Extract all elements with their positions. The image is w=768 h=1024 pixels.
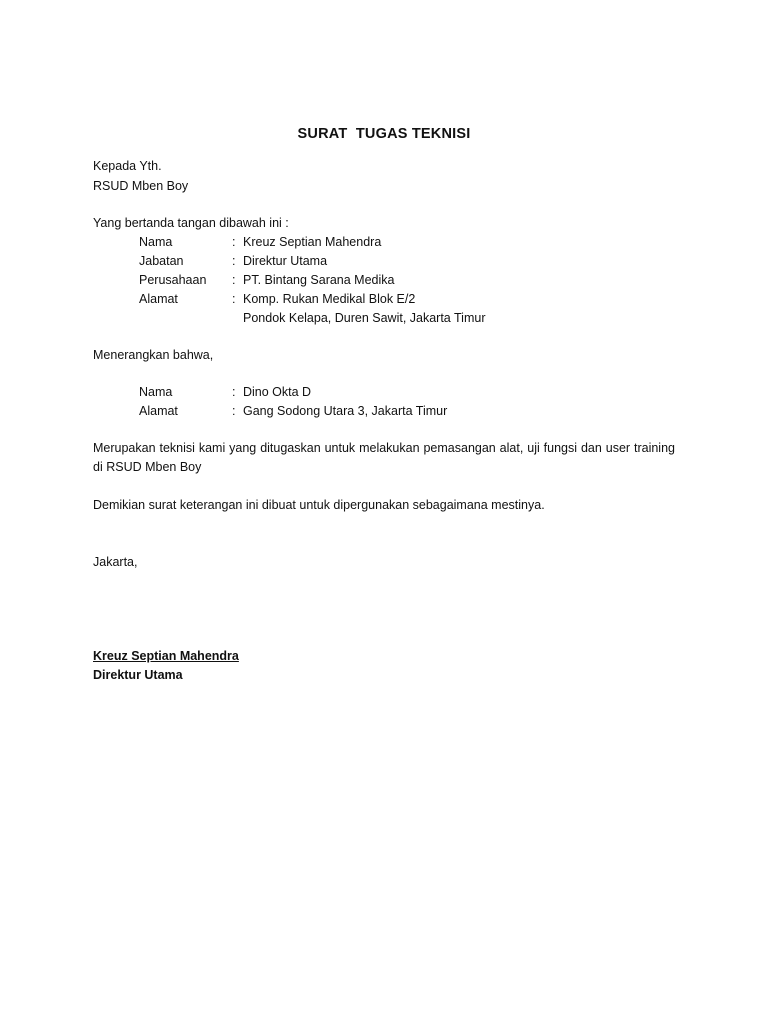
letter-title: SURAT TUGAS TEKNISI [297,126,471,142]
closing-text: Demikian surat keterangan ini dibuat untuk dipergunakan sebagaimana mestinya. [93,498,545,512]
menerangkan-text: Menerangkan bahwa, [93,348,214,362]
field-value: Gang Sodong Utara 3, Jakarta Timur [243,404,448,418]
field-label: Alamat [139,404,178,418]
field-colon: : [232,254,236,268]
field-colon: : [232,292,236,306]
field-label: Nama [139,235,173,249]
signer-title: Direktur Utama [93,668,183,682]
field-value: PT. Bintang Sarana Medika [243,273,395,287]
field-colon: : [232,235,236,249]
field-colon: : [232,273,236,287]
field-value: Dino Okta D [243,385,312,399]
field-value: Kreuz Septian Mahendra [243,235,382,249]
place-text: Jakarta, [93,555,138,569]
signer-name: Kreuz Septian Mahendra [93,649,239,663]
field-label: Alamat [139,292,178,306]
signatory-alamat-line2: Pondok Kelapa, Duren Sawit, Jakarta Timur [243,311,486,325]
field-colon: : [232,385,236,399]
field-label: Nama [139,385,173,399]
field-label: Jabatan [139,254,184,268]
intro-text: Yang bertanda tangan dibawah ini : [93,216,289,230]
field-colon: : [232,404,236,418]
field-value: Direktur Utama [243,254,328,268]
field-value: Komp. Rukan Medikal Blok E/2 [243,292,416,306]
recipient-salutation: Kepada Yth. [93,159,162,173]
field-label: Perusahaan [139,273,207,287]
body-paragraph: Merupakan teknisi kami yang ditugaskan untuk melakukan pemasangan alat, uji fungsi dan user training di RSUD Mben Boy [93,441,675,474]
recipient-name: RSUD Mben Boy [93,179,189,193]
